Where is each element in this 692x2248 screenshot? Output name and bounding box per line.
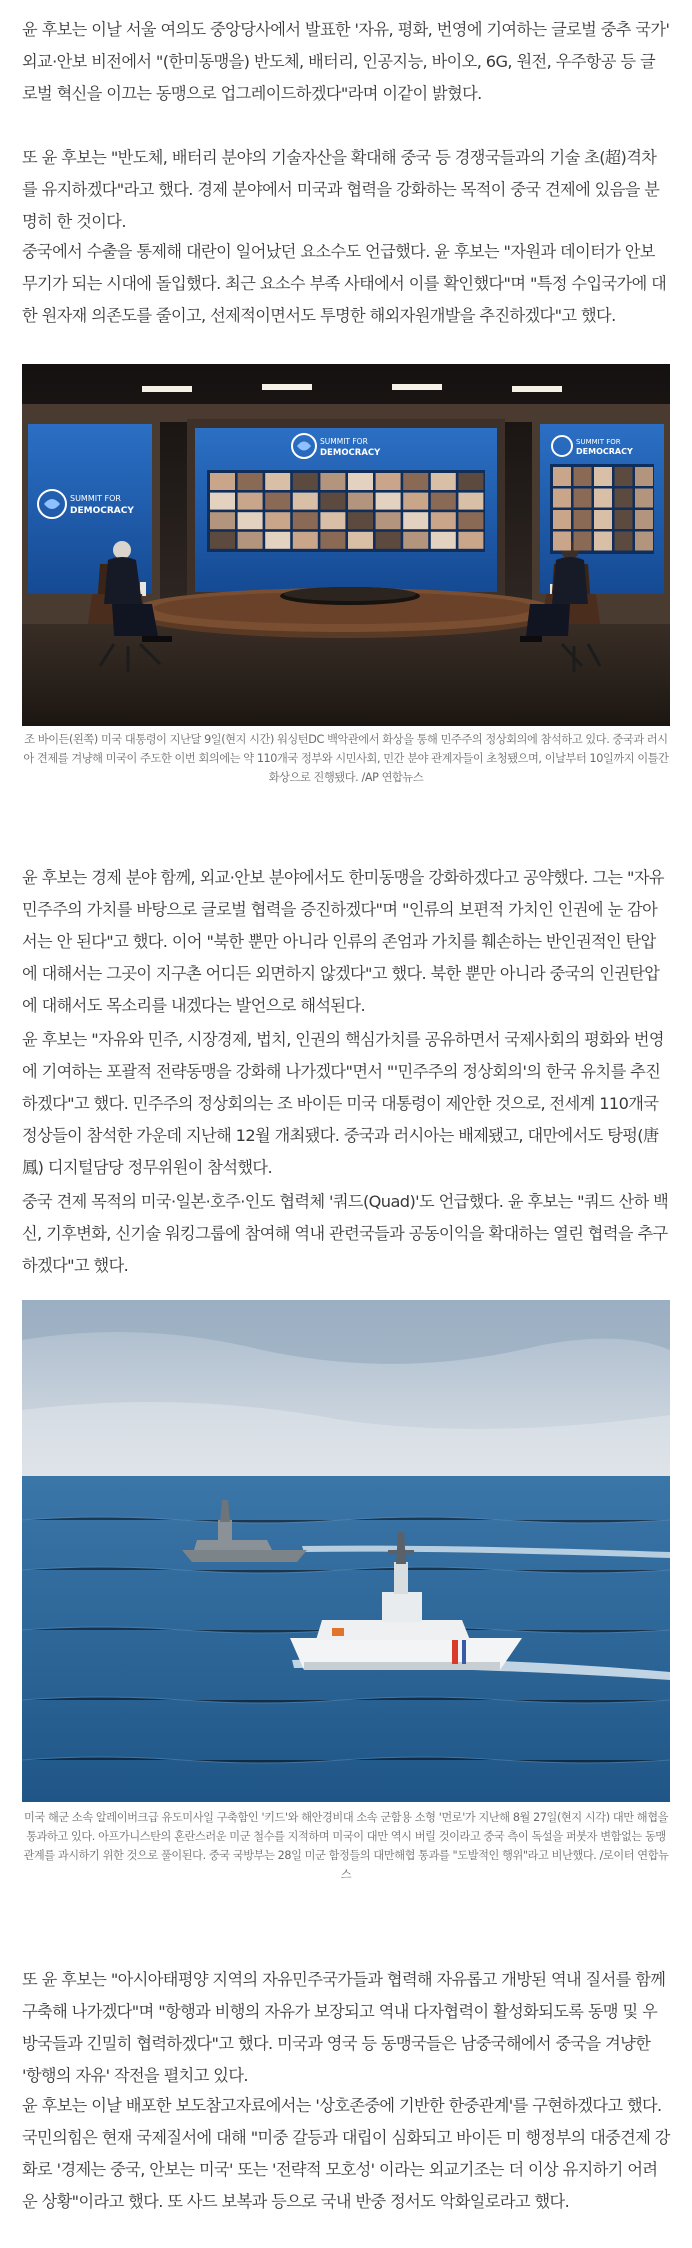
video-tile (376, 493, 401, 510)
video-tile (458, 532, 483, 549)
video-tile (403, 532, 428, 549)
paragraph-2: 또 윤 후보는 "반도체, 배터리 분야의 기술자산을 확대해 중국 등 경쟁국들과의 기술 초(超)격차를 유지하겠다"라고 했다. 경제 분야에서 미국과 협력을 강화하는 목적이 중국 견제에 있음을 분명히 한 것이다. (22, 148, 660, 231)
video-tile (265, 532, 290, 549)
video-tile (238, 512, 263, 529)
video-tile (431, 473, 456, 490)
video-tile (615, 489, 633, 508)
left-screen-label-1: SUMMIT FOR (70, 494, 121, 503)
video-tile (320, 532, 345, 549)
video-tile (293, 473, 318, 490)
video-tile (615, 510, 633, 529)
video-tile (238, 493, 263, 510)
paragraph-7: 또 윤 후보는 "아시아태평양 지역의 자유민주국가들과 협력해 자유롭고 개방된 역내 질서를 함께 구축해 나가겠다"며 "항행과 비행의 자유가 보장되고 역내 다자협력이 활성화되도록 동맹 및 우방국들과 긴밀히 협력하겠다"고 했다. 미국과 영국 등 동맹국들은 남중국해에서 중국을 겨냥한 '항행의 자유' 작전을 펼치고 있다. (22, 1970, 666, 2085)
ships-photo (22, 1300, 670, 1802)
video-tile (594, 510, 612, 529)
video-tile (210, 512, 235, 529)
right-screen-label-1: SUMMIT FOR (576, 438, 621, 446)
video-tile (403, 493, 428, 510)
video-tile (553, 467, 571, 486)
video-tile (635, 510, 653, 529)
paragraph-8: 윤 후보는 이날 배포한 보도참고자료에서는 '상호존중에 기반한 한중관계'를 구현하겠다고 했다. 국민의힘은 현재 국제질서에 대해 "미중 갈등과 대립이 심화되고 바이든 미 행정부의 대중견제 강화로 '경제는 중국, 안보는 미국' 또는 '전략적 모호성' 이라는 외교기조는 더 이상 유지하기 어려운 상황"이라고 했다. 또 사드 보복과 등으로 국내 반중 정서도 악화일로라고 했다. (22, 2096, 670, 2211)
video-tile (348, 512, 373, 529)
paragraph-3: 중국에서 수출을 통제해 대란이 일어났던 요소수도 언급했다. 윤 후보는 "자원과 데이터가 안보 무기가 되는 시대에 돌입했다. 최근 요소수 부족 사태에서 이를 확인했다"며 "특정 수입국가에 대한 원자재 의존도를 줄이고, 선제적이면서도 투명한 해외자원개발을 추진하겠다"고 했다. (22, 242, 667, 325)
video-tile (574, 532, 592, 551)
video-tile (553, 510, 571, 529)
video-tile (615, 467, 633, 486)
video-tile (594, 489, 612, 508)
video-tile (376, 512, 401, 529)
center-screen-label-2: DEMOCRACY (320, 448, 381, 458)
video-tile (458, 473, 483, 490)
video-tile (431, 512, 456, 529)
video-tile (348, 532, 373, 549)
video-tile (320, 473, 345, 490)
video-tile (265, 512, 290, 529)
paragraph-1: 윤 후보는 이날 서울 여의도 중앙당사에서 발표한 '자유, 평화, 번영에 기여하는 글로벌 중추 국가' 외교·안보 비전에서 "(한미동맹을) 반도체, 배터리, 인공지능, 바이오, 6G, 원전, 우주항공 등 글로벌 혁신을 이끄는 동맹으로 업그레이드하겠다"라며 이같이 밝혔다. (22, 20, 670, 103)
center-screen-label-1: SUMMIT FOR (320, 437, 368, 446)
video-tile (574, 467, 592, 486)
video-tile (431, 532, 456, 549)
video-tile (376, 473, 401, 490)
video-tile (348, 493, 373, 510)
paragraph-4: 윤 후보는 경제 분야 함께, 외교·안보 분야에서도 한미동맹을 강화하겠다고 공약했다. 그는 "자유민주주의 가치를 바탕으로 글로벌 협력을 증진하겠다"며 "인류의 보편적 가치인 인권에 눈 감아서는 안 된다"고 했다. 이어 "북한 뿐만 아니라 인류의 존엄과 가치를 훼손하는 반인권적인 탄압에 대해서는 그곳이 지구촌 어디든 외면하지 않겠다"고 했다. 북한 뿐만 아니라 중국의 인권탄압에 대해서도 목소리를 내겠다는 발언으로 해석된다. (22, 868, 664, 1015)
video-tile (320, 493, 345, 510)
video-tile (594, 467, 612, 486)
paragraph-5: 윤 후보는 "자유와 민주, 시장경제, 법치, 인권의 핵심가치를 공유하면서 국제사회의 평화와 번영에 기여하는 포괄적 전략동맹을 강화해 나가겠다"면서 "'민주주의 정상회의'의 한국 유치를 추진하겠다"고 했다. 민주주의 정상회의는 조 바이든 미국 대통령이 제안한 것으로, 전세계 110개국 정상들이 참석한 가운데 지난해 12월 개최됐다. 중국과 러시아는 배제됐고, 대만에서도 탕펑(唐鳳) 디지털담당 정무위원이 참석했다. (22, 1030, 664, 1177)
video-tile (635, 467, 653, 486)
video-tile (348, 473, 373, 490)
video-tile (210, 493, 235, 510)
video-tile (574, 510, 592, 529)
video-tile (210, 473, 235, 490)
video-tile (238, 532, 263, 549)
video-tile (265, 493, 290, 510)
video-tile (293, 512, 318, 529)
ships-photo-caption: 미국 해군 소속 알레이버크급 유도미사일 구축함인 '키드'와 해안경비대 소속 군함용 소형 '먼로'가 지난해 8월 27일(현지 시각) 대만 해협을 통과하고 있다. 아프가니스탄의 혼란스러운 미군 철수를 지적하며 미국이 대만 역시 버릴 것이라고 중국 측이 독설을 퍼붓자 변함없는 동맹 관계를 과시하기 위한 것으로 풀이된다. 중국 국방부는 28일 미군 함정들의 대만해협 통과를 "도발적인 행위"라고 비난했다. /로이터 연합뉴스 (23, 1811, 669, 1881)
video-tile (431, 493, 456, 510)
summit-photo-illustration (22, 364, 670, 726)
video-tile (458, 493, 483, 510)
video-tile (210, 532, 235, 549)
ships-photo-illustration (22, 1300, 670, 1802)
video-tile (293, 493, 318, 510)
video-tile (265, 473, 290, 490)
video-tile (635, 532, 653, 551)
video-tile (376, 532, 401, 549)
video-tile (403, 512, 428, 529)
video-tile (615, 532, 633, 551)
right-screen-label-2: DEMOCRACY (576, 447, 633, 456)
video-tile (238, 473, 263, 490)
video-tile (553, 532, 571, 551)
summit-photo (22, 364, 670, 726)
summit-photo-caption: 조 바이든(왼쪽) 미국 대통령이 지난달 9일(현지 시간) 워싱턴DC 백악관에서 화상을 통해 민주주의 정상회의에 참석하고 있다. 중국과 러시아 견제를 겨냥해 미국이 주도한 이번 회의에는 약 110개국 정부와 시민사회, 민간 분야 관계자들이 초청됐으며, 이날부터 10일까지 이틀간 화상으로 진행됐다. /AP 연합뉴스 (23, 733, 669, 784)
video-tile (553, 489, 571, 508)
video-tile (320, 512, 345, 529)
paragraph-6: 중국 견제 목적의 미국·일본·호주·인도 협력체 '쿼드(Quad)'도 언급했다. 윤 후보는 "쿼드 산하 백신, 기후변화, 신기술 워킹그룹에 참여해 역내 관련국들과 공동이익을 확대하는 열린 협력을 추구하겠다"고 했다. (22, 1192, 669, 1275)
video-tile (458, 512, 483, 529)
video-tile (403, 473, 428, 490)
video-tile (635, 489, 653, 508)
left-screen-label-2: DEMOCRACY (70, 506, 134, 516)
video-tile (594, 532, 612, 551)
video-tile (574, 489, 592, 508)
video-tile (293, 532, 318, 549)
